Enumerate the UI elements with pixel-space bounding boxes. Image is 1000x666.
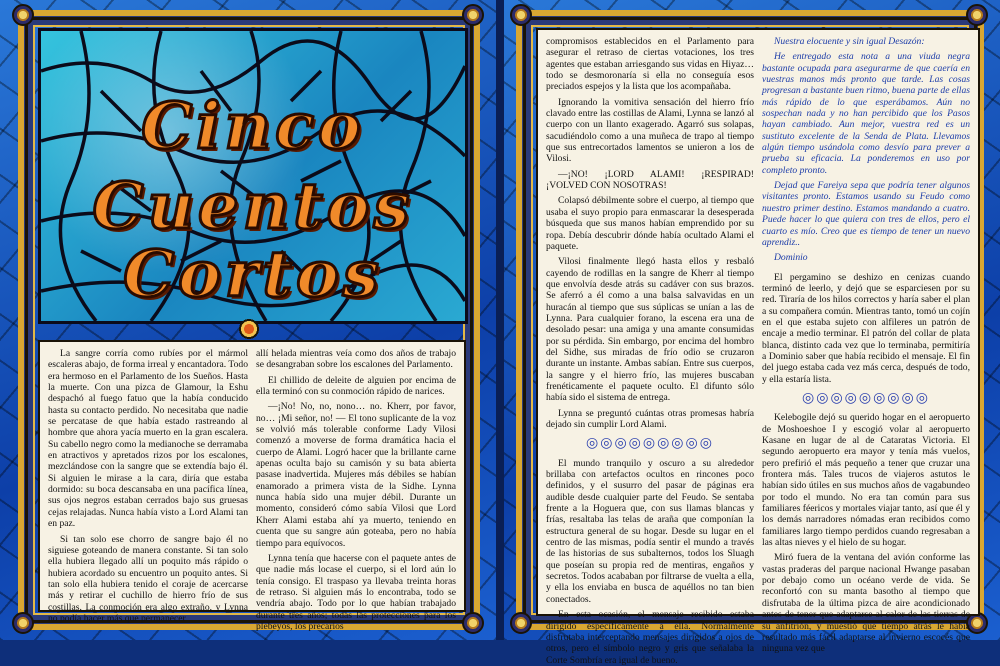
page-gutter <box>496 0 504 640</box>
left-page <box>0 0 496 640</box>
paragraph: El mundo tranquilo y oscuro a su alrededor brillaba con artefactos ocultos en rincones poco definidos, y el susurro del pasar de páginas era audible desde cualquier parte del Feudo. Se sentaba frente a la Hoguera que, con sus llamas blancas y frías, resaltaba las telas de araña que componían la estructura general de su hogar. Desde su lugar en el centro de las mismas, podía sentir el mundo a través de las historias de sus subalternos, todos los Sluagh que poseían su propia red de mentiras, engaños y secretos. Todos acababan por filtrarse de vuelta a ella, y ella los enviaba en busca de aquéllos no tan bien conectados. <box>546 457 754 605</box>
paragraph: Kelebogile dejó su querido hogar en el aeropuerto de Moshoeshoe I y escogió volar al aeropuerto Kasane en lugar de al de Cataratas Victoria. El segundo aeropuerto era mayor y tenía más vuelos, pero prefirió el más pequeño a tener que cruzar una frontera más. Tales trucos de viajeros astutos le habían sido útiles en sus muchos años de vagabundeo por todo el mundo. No era tan común para sus familiares féericos y mortales viajar tanto, así que él y los demás narradores nómadas eran recibidos como familiares largo tiempo perdidos cuando regresaban a las altas nieves y el hielo de su hogar. <box>762 412 970 549</box>
paragraph: En esta ocasión, el mensaje recibido estaba dirigido específicamente a ella. Normalmente disfrutaba interceptando mensajes dirigidos a ojos de otros, pero el símbolo negro y gris que señalaba la Corte Sombría era igual de bueno. <box>546 609 754 666</box>
paragraph: allí helada mientras veía como dos años de trabajo se desangraban sobre los escalones del Parlamento. <box>256 348 456 371</box>
text-column-1 <box>48 348 248 624</box>
paragraph: —¡NO! ¡LORD ALAMI! ¡RESPIRAD! ¡VOLVED CON NOSOTRAS! <box>546 168 754 192</box>
paragraph: Si tan solo ese chorro de sangre bajo él no siguiese goteando de manera constante. Si tan solo ella hubiera llegado allí un poquito más rápido o hubiera acordado su encuentro un poquito antes. Si tan solo ella hubiera tenido el coraje de acercarse más y retirar el cuchillo de hierro frío de sus costillas. La conmoción era algo extraño, y Lynna no podía hacer más que permanecer <box>48 533 248 624</box>
letter-paragraph: He entregado esta nota a una viuda negra bastante ocupada para asegurarme de que caería en vuestras manos más pronto que tarde. Las cosas progresan a bastante buen ritmo, buena parte de ellas más rápido de lo que esperábamos. Aún no sospechan nada y no han percibido que los Pasos hayan cambiado. Aun mejor, vuestra red es un sustituto excelente de la Senda de Plata. Llevamos algún tiempo usándola como desvío para prever a prueba su eficacia. La ponderemos en uso por completo pronto. <box>762 51 970 176</box>
text-column-1 <box>546 36 754 666</box>
right-text-box <box>536 28 980 666</box>
stained-glass-title-panel <box>38 28 468 324</box>
title-line-2: Cuentos <box>92 169 414 244</box>
title-line-1: Cinco <box>141 89 365 164</box>
section-divider-icon: ◎◎◎◎◎◎◎◎◎ <box>802 390 930 406</box>
corner-ornament-icon <box>462 4 484 26</box>
paragraph: compromisos establecidos en el Parlamento para asegurar el retraso de ciertas votaciones, los tres agentes que estaban arriesgando sus vidas en Hiyaz… todo se desmoronaría si ella no conseguía esos preciados espejos y la lista que los acompañaba. <box>546 36 754 93</box>
right-page <box>504 0 1000 666</box>
corner-ornament-icon <box>462 612 484 634</box>
corner-ornament-icon <box>966 4 988 26</box>
paragraph: Lynna se preguntó cuántas otras promesas habría dejado sin cumplir Lord Alami. <box>546 407 754 430</box>
corner-ornament-icon <box>510 612 532 634</box>
section-divider-icon: ◎◎◎◎◎◎◎◎◎ <box>586 436 714 452</box>
letter-signature: Dominio <box>774 252 808 264</box>
paragraph: Lynna tenía que hacerse con el paquete antes de que nadie más locase el cuerpo, si el lord aún lo tenía consigo. El traspaso ya llevaba treinta horas de retraso. Si alguien más lo encontraba, todo se vendría abajo. Todo por lo que habían trabajado durante tres años; todas las protecciones para los plebeyos, los precarios <box>256 552 456 632</box>
paragraph: La sangre corría como rubíes por el mármol escaleras abajo, de forma irreal y encantadora. Todo era hermoso en el Parlamento de los Sueños. Hasta la muerte. Con una pizca de Glamour, la Eshu despachó al fuego fatuo que la había conducido hasta su contacto perdido. No necesitaba que nadie se percatase de que había estado rastreando al hombre que ahora yacía muerto en la gran escalera. Su cabello negro como la medianoche se derramaba en atractivos y apretados rizos por los escalones, mezclándose con la sangre que se extendía bajo él. Si alguien le mirase a la cara, diría que estaba dormido: su boca descansaba en una pacífica línea, sus ojos negros estaban cerrados bajo sus gruesas cejas relajadas. Nunca había visto a Lord Alami tan en paz. <box>48 348 248 530</box>
paragraph: Colapsó débilmente sobre el cuerpo, al tiempo que usaba el suyo propio para enmascarar la desesperada búsqueda que sus manos habían emprendido por su ropa. Debía descubrir dónde había ocultado Alami el paquete. <box>546 195 754 252</box>
paragraph: Vilosi finalmente llegó hasta ellos y resbaló cayendo de rodillas en la sangre de Kherr al tiempo que envolvía desde atrás su cadáver con sus brazos. Se aferró a él como a una balsa salvavidas en un huracán al tiempo que sus súplicas se unían a las de Lynna. Para cualquier forano, la escena era una de desolado pesar: una amiga y una amante consumidas por su pérdida. Sin embargo, por encima del hombro del Sidhe, sus miradas de frío odio se cruzaron durante un instante. Ambas sabían. Entre sus cuerpos, la sangre y el hierro frío, las mujeres buscaban frenéticamente el paquete oculto. El difunto sólo había sido el sistema de entrega. <box>546 256 754 404</box>
left-text-box <box>38 340 466 632</box>
corner-ornament-icon <box>510 4 532 26</box>
title-line-3: Cortos <box>123 237 383 312</box>
corner-ornament-icon <box>12 4 34 26</box>
paragraph: Ignorando la vomitiva sensación del hierro frío clavado entre las costillas de Alami, Lynna se lanzó al cuerpo con un llanto exagerado. Agarró sus solapas, sacudiéndolo como a una muñeca de trapo al tiempo que sus entrecortados lamentos se unieron a los de Vilosi. <box>546 96 754 165</box>
text-column-2 <box>762 36 970 655</box>
paragraph: El pergamino se deshizo en cenizas cuando terminó de leerlo, y dejó que se esparciesen por su red. Tiraría de los hilos correctos y haría saber el plan a su compañera común. Mientras tanto, tomó un cojín en el que estaba sujeto con alfileres un patrón de encaje a medio terminar. El patrón del collar de plata blanca, distinto cada vez que lo terminaba, permitiría a Dominio saber que había recibido el mensaje. El fin del juego estaba cada vez más cerca, después de todo, y ella estaría lista. <box>762 271 970 385</box>
paragraph: Miró fuera de la ventana del avión conforme las vastas praderas del parque nacional Hwange pasaban por debajo como un océano verde de vida. Se reconfortó con su manta basotho al tiempo que disfrutaba de la última pizca de aire acondicionado antes de tener que adaptarse al calor de las tierras de su anfitrión, y muestió que tiempo atrás le había resultado más fácil adaptarse al invierno escocés que ninguna vez que <box>762 552 970 655</box>
gem-ornament-icon <box>226 318 272 340</box>
text-column-2 <box>256 348 456 632</box>
paragraph: —¡No! No, no, nono… no. Kherr, por favor, no… ¡Mi señor, no! — El tono suplicante de la voz se volvió más tolerable conforme Lady Vilosi comenzó a moverse de forma dramática hacia el cuerpo de Alami. Logró hacer que la brillante carne apenas oculta bajo su camisón y su bata abierta pasase inadvertida. Mujeres más débiles se habían enamorado a primera vista de la Sidhe. Lynna nunca había sido una mujer débil. Durante un momento, consideró cómo sabía Vilosi que Lord Kherr Alami estaba ahí ya muerto, teniendo en cuenta que su sangre aún goteaba, pero no había tiempo para equívocos. <box>256 401 456 549</box>
corner-ornament-icon <box>12 612 34 634</box>
letter-paragraph: Dejad que Fareiya sepa que podría tener algunos visitantes pronto. Estamos usando su Feudo como nuestro primer destino. Estamos mandando a cuatro. Puede hacer lo que quiera con tres de ellos, pero el cuarto es mío. Creo que es tiempo de tener un nuevo aprendiz.. <box>762 180 970 248</box>
letter-salutation: Nuestra elocuente y sin igual Desazón: <box>774 36 925 47</box>
paragraph: El chillido de deleite de alguien por encima de ella terminó con su conmoción rápido de narices. <box>256 374 456 398</box>
